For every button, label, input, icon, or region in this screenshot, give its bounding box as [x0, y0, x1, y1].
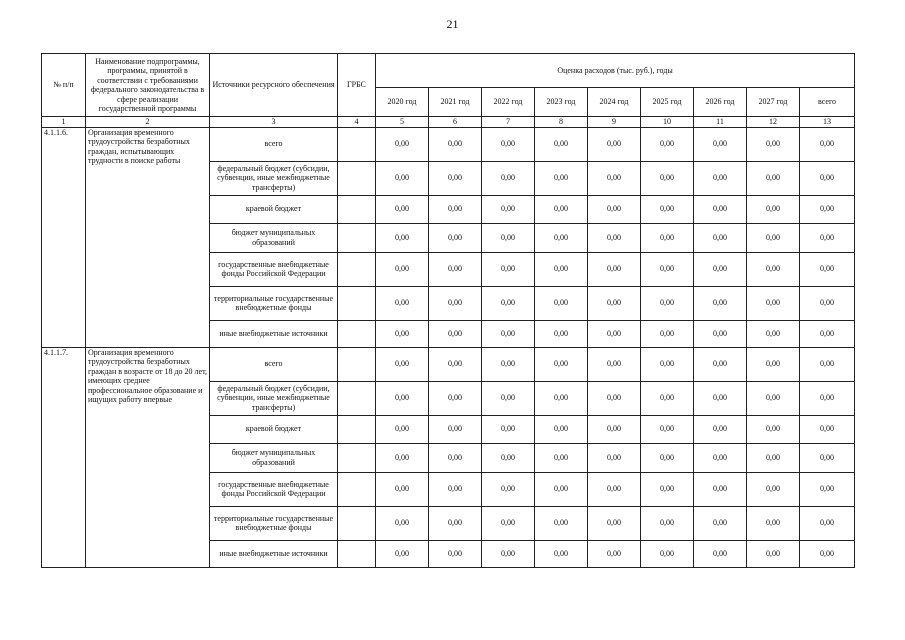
value-cell: 0,00 — [482, 506, 535, 540]
value-cell: 0,00 — [482, 540, 535, 567]
value-cell: 0,00 — [482, 161, 535, 195]
column-number: 6 — [429, 117, 482, 128]
value-cell: 0,00 — [800, 472, 855, 506]
value-cell: 0,00 — [376, 252, 429, 286]
value-cell: 0,00 — [747, 506, 800, 540]
grbs-cell — [338, 286, 376, 320]
value-cell: 0,00 — [429, 161, 482, 195]
value-cell: 0,00 — [641, 286, 694, 320]
column-number: 2 — [86, 117, 210, 128]
value-cell: 0,00 — [641, 347, 694, 381]
year-header: 2024 год — [588, 88, 641, 117]
value-cell: 0,00 — [376, 320, 429, 347]
grbs-cell — [338, 252, 376, 286]
value-cell: 0,00 — [535, 252, 588, 286]
value-cell: 0,00 — [641, 415, 694, 443]
value-cell: 0,00 — [641, 127, 694, 161]
column-number: 7 — [482, 117, 535, 128]
value-cell: 0,00 — [800, 320, 855, 347]
year-header: 2022 год — [482, 88, 535, 117]
value-cell: 0,00 — [588, 195, 641, 223]
value-cell: 0,00 — [482, 472, 535, 506]
value-cell: 0,00 — [800, 286, 855, 320]
value-cell: 0,00 — [588, 472, 641, 506]
value-cell: 0,00 — [588, 286, 641, 320]
value-cell: 0,00 — [694, 195, 747, 223]
value-cell: 0,00 — [482, 347, 535, 381]
value-cell: 0,00 — [429, 415, 482, 443]
value-cell: 0,00 — [482, 223, 535, 252]
value-cell: 0,00 — [694, 443, 747, 472]
value-cell: 0,00 — [535, 127, 588, 161]
column-number: 13 — [800, 117, 855, 128]
grbs-cell — [338, 443, 376, 472]
value-cell: 0,00 — [588, 506, 641, 540]
grbs-cell — [338, 415, 376, 443]
value-cell: 0,00 — [641, 252, 694, 286]
value-cell: 0,00 — [588, 223, 641, 252]
value-cell: 0,00 — [747, 347, 800, 381]
header-num: № п/п — [42, 54, 86, 117]
column-number: 9 — [588, 117, 641, 128]
value-cell: 0,00 — [429, 381, 482, 415]
value-cell: 0,00 — [376, 286, 429, 320]
value-cell: 0,00 — [535, 320, 588, 347]
value-cell: 0,00 — [694, 472, 747, 506]
funding-source: территориальные государственные внебюджетные фонды — [210, 506, 338, 540]
header-estimate: Оценка расходов (тыс. руб.), годы — [376, 54, 855, 88]
grbs-cell — [338, 506, 376, 540]
funding-source: всего — [210, 127, 338, 161]
value-cell: 0,00 — [641, 506, 694, 540]
value-cell: 0,00 — [588, 540, 641, 567]
funding-source: иные внебюджетные источники — [210, 320, 338, 347]
table-body — [42, 127, 855, 567]
funding-source: краевой бюджет — [210, 195, 338, 223]
value-cell: 0,00 — [376, 347, 429, 381]
value-cell: 0,00 — [694, 223, 747, 252]
column-number: 4 — [338, 117, 376, 128]
grbs-cell — [338, 223, 376, 252]
column-number: 3 — [210, 117, 338, 128]
year-header: всего — [800, 88, 855, 117]
value-cell: 0,00 — [641, 195, 694, 223]
value-cell: 0,00 — [535, 286, 588, 320]
value-cell: 0,00 — [641, 223, 694, 252]
column-number: 10 — [641, 117, 694, 128]
value-cell: 0,00 — [747, 252, 800, 286]
value-cell: 0,00 — [588, 415, 641, 443]
table-row — [42, 347, 855, 381]
page-number: 21 — [446, 17, 459, 31]
value-cell: 0,00 — [800, 127, 855, 161]
value-cell: 0,00 — [376, 223, 429, 252]
value-cell: 0,00 — [747, 320, 800, 347]
item-name: Организация временного трудоустройства безработных граждан в возрасте от 18 до 20 лет, имеющих среднее профессиональное образование и ищущих работу впервые — [86, 347, 210, 567]
value-cell: 0,00 — [747, 472, 800, 506]
column-number: 8 — [535, 117, 588, 128]
value-cell: 0,00 — [641, 472, 694, 506]
value-cell: 0,00 — [694, 415, 747, 443]
value-cell: 0,00 — [535, 381, 588, 415]
value-cell: 0,00 — [376, 443, 429, 472]
column-number: 1 — [42, 117, 86, 128]
expenditure-table — [41, 53, 855, 568]
value-cell: 0,00 — [588, 347, 641, 381]
value-cell: 0,00 — [800, 161, 855, 195]
funding-source: государственные внебюджетные фонды Российской Федерации — [210, 472, 338, 506]
year-header: 2026 год — [694, 88, 747, 117]
value-cell: 0,00 — [429, 347, 482, 381]
grbs-cell — [338, 320, 376, 347]
value-cell: 0,00 — [482, 320, 535, 347]
value-cell: 0,00 — [429, 506, 482, 540]
value-cell: 0,00 — [429, 472, 482, 506]
header-source: Источники ресурсного обеспечения — [210, 54, 338, 117]
value-cell: 0,00 — [641, 443, 694, 472]
value-cell: 0,00 — [482, 195, 535, 223]
value-cell: 0,00 — [800, 540, 855, 567]
funding-source: бюджет муниципальных образований — [210, 443, 338, 472]
header-grbs: ГРБС — [338, 54, 376, 117]
value-cell: 0,00 — [535, 161, 588, 195]
value-cell: 0,00 — [376, 506, 429, 540]
value-cell: 0,00 — [535, 347, 588, 381]
value-cell: 0,00 — [535, 540, 588, 567]
value-cell: 0,00 — [694, 252, 747, 286]
year-header: 2021 год — [429, 88, 482, 117]
grbs-cell — [338, 347, 376, 381]
value-cell: 0,00 — [800, 252, 855, 286]
value-cell: 0,00 — [376, 472, 429, 506]
value-cell: 0,00 — [535, 506, 588, 540]
value-cell: 0,00 — [747, 286, 800, 320]
value-cell: 0,00 — [800, 223, 855, 252]
funding-source: иные внебюджетные источники — [210, 540, 338, 567]
value-cell: 0,00 — [641, 161, 694, 195]
value-cell: 0,00 — [535, 195, 588, 223]
value-cell: 0,00 — [747, 415, 800, 443]
value-cell: 0,00 — [588, 320, 641, 347]
year-header: 2023 год — [535, 88, 588, 117]
value-cell: 0,00 — [800, 506, 855, 540]
value-cell: 0,00 — [641, 320, 694, 347]
grbs-cell — [338, 472, 376, 506]
value-cell: 0,00 — [694, 320, 747, 347]
item-code: 4.1.1.6. — [42, 127, 86, 347]
value-cell: 0,00 — [482, 127, 535, 161]
value-cell: 0,00 — [482, 286, 535, 320]
value-cell: 0,00 — [482, 415, 535, 443]
value-cell: 0,00 — [694, 286, 747, 320]
value-cell: 0,00 — [376, 127, 429, 161]
value-cell: 0,00 — [747, 161, 800, 195]
funding-source: государственные внебюджетные фонды Российской Федерации — [210, 252, 338, 286]
value-cell: 0,00 — [694, 347, 747, 381]
column-number: 11 — [694, 117, 747, 128]
value-cell: 0,00 — [800, 443, 855, 472]
year-header: 2027 год — [747, 88, 800, 117]
value-cell: 0,00 — [747, 223, 800, 252]
funding-source: бюджет муниципальных образований — [210, 223, 338, 252]
value-cell: 0,00 — [482, 443, 535, 472]
value-cell: 0,00 — [376, 540, 429, 567]
value-cell: 0,00 — [641, 540, 694, 567]
year-header: 2025 год — [641, 88, 694, 117]
column-number: 5 — [376, 117, 429, 128]
value-cell: 0,00 — [535, 443, 588, 472]
value-cell: 0,00 — [376, 161, 429, 195]
funding-source: краевой бюджет — [210, 415, 338, 443]
value-cell: 0,00 — [747, 127, 800, 161]
value-cell: 0,00 — [429, 252, 482, 286]
table-row — [42, 127, 855, 161]
column-number: 12 — [747, 117, 800, 128]
year-header: 2020 год — [376, 88, 429, 117]
value-cell: 0,00 — [588, 161, 641, 195]
value-cell: 0,00 — [429, 286, 482, 320]
grbs-cell — [338, 127, 376, 161]
value-cell: 0,00 — [482, 381, 535, 415]
grbs-cell — [338, 195, 376, 223]
value-cell: 0,00 — [694, 540, 747, 567]
value-cell: 0,00 — [800, 195, 855, 223]
grbs-cell — [338, 540, 376, 567]
grbs-cell — [338, 381, 376, 415]
funding-source: федеральный бюджет (субсидии, субвенции, иные межбюджетные трансферты) — [210, 381, 338, 415]
value-cell: 0,00 — [429, 127, 482, 161]
value-cell: 0,00 — [694, 506, 747, 540]
value-cell: 0,00 — [588, 381, 641, 415]
value-cell: 0,00 — [747, 195, 800, 223]
value-cell: 0,00 — [800, 381, 855, 415]
value-cell: 0,00 — [376, 381, 429, 415]
value-cell: 0,00 — [641, 381, 694, 415]
value-cell: 0,00 — [376, 195, 429, 223]
value-cell: 0,00 — [429, 320, 482, 347]
value-cell: 0,00 — [429, 540, 482, 567]
value-cell: 0,00 — [535, 415, 588, 443]
funding-source: всего — [210, 347, 338, 381]
value-cell: 0,00 — [429, 223, 482, 252]
item-name: Организация временного трудоустройства безработных граждан, испытывающих трудности в поиске работы — [86, 127, 210, 347]
funding-source: федеральный бюджет (субсидии, субвенции, иные межбюджетные трансферты) — [210, 161, 338, 195]
item-code: 4.1.1.7. — [42, 347, 86, 567]
value-cell: 0,00 — [482, 252, 535, 286]
value-cell: 0,00 — [694, 127, 747, 161]
grbs-cell — [338, 161, 376, 195]
value-cell: 0,00 — [800, 415, 855, 443]
value-cell: 0,00 — [429, 195, 482, 223]
value-cell: 0,00 — [747, 540, 800, 567]
value-cell: 0,00 — [588, 252, 641, 286]
value-cell: 0,00 — [535, 223, 588, 252]
header-name: Наименование подпрограммы, программы, принятой в соответствии с требованиями федерального законодательства в сфере реализации государственной программы — [86, 54, 210, 117]
value-cell: 0,00 — [800, 347, 855, 381]
value-cell: 0,00 — [535, 472, 588, 506]
value-cell: 0,00 — [429, 443, 482, 472]
value-cell: 0,00 — [747, 443, 800, 472]
value-cell: 0,00 — [694, 161, 747, 195]
value-cell: 0,00 — [694, 381, 747, 415]
value-cell: 0,00 — [747, 381, 800, 415]
value-cell: 0,00 — [376, 415, 429, 443]
value-cell: 0,00 — [588, 443, 641, 472]
value-cell: 0,00 — [588, 127, 641, 161]
funding-source: территориальные государственные внебюджетные фонды — [210, 286, 338, 320]
column-number-row — [42, 117, 855, 128]
